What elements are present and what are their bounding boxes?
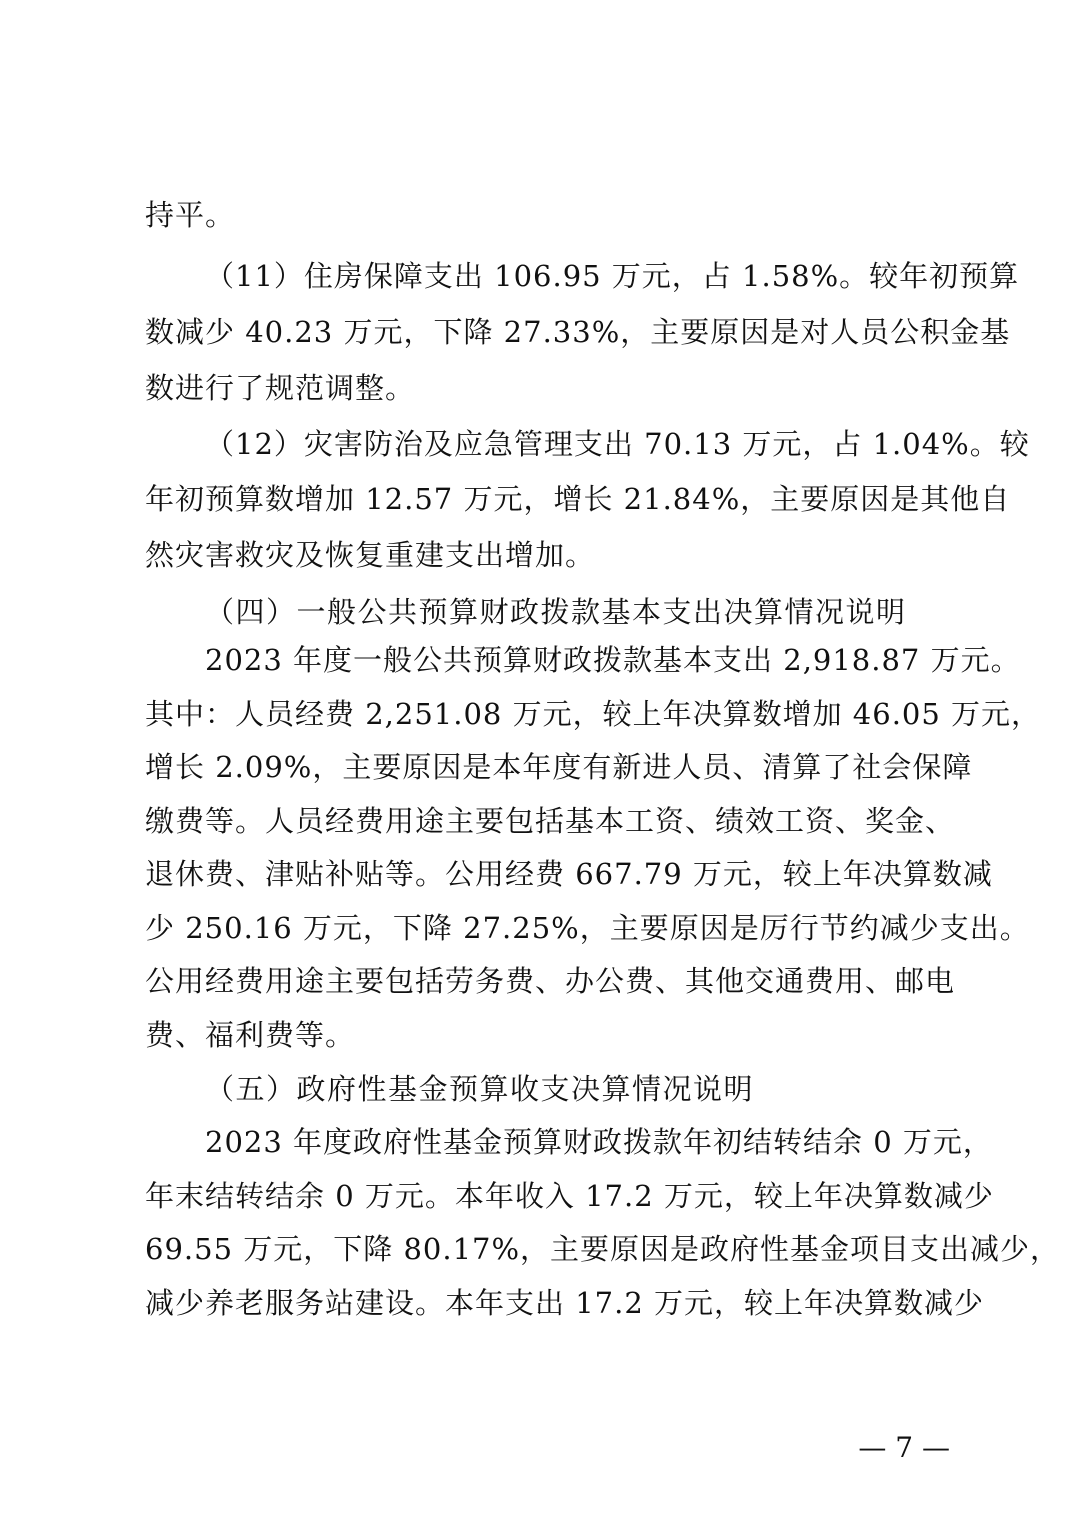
paragraph-line: 数进行了规范调整。	[145, 371, 416, 405]
paragraph-line: 费、福利费等。	[145, 1018, 356, 1052]
page-number: — 7 —	[858, 1431, 950, 1464]
paragraph-line: 增长 2.09%，主要原因是本年度有新进人员、清算了社会保障	[145, 750, 973, 784]
paragraph-line: 年末结转结余 0 万元。本年收入 17.2 万元，较上年决算数减少	[145, 1179, 994, 1213]
paragraph-line: 公用经费用途主要包括劳务费、办公费、其他交通费用、邮电	[145, 964, 956, 998]
paragraph-line: 退休费、津贴补贴等。公用经费 667.79 万元，较上年决算数减	[145, 857, 993, 891]
paragraph-line: 2023 年度政府性基金预算财政拨款年初结转结余 0 万元，	[205, 1125, 993, 1159]
paragraph-line: 缴费等。人员经费用途主要包括基本工资、绩效工资、奖金、	[145, 804, 956, 838]
paragraph-line: 年初预算数增加 12.57 万元，增长 21.84%，主要原因是其他自	[145, 482, 1011, 516]
paragraph-line: 持平。	[145, 198, 236, 232]
paragraph-line: （12）灾害防治及应急管理支出 70.13 万元，占 1.04%。较	[205, 427, 1030, 461]
paragraph-line: 少 250.16 万元，下降 27.25%，主要原因是厉行节约减少支出。	[145, 911, 1030, 945]
paragraph-line: 69.55 万元，下降 80.17%，主要原因是政府性基金项目支出减少，	[145, 1232, 1061, 1266]
section-heading: （五）政府性基金预算收支决算情况说明	[205, 1072, 755, 1106]
section-heading: （四）一般公共预算财政拨款基本支出决算情况说明	[205, 595, 907, 629]
paragraph-line: 减少养老服务站建设。本年支出 17.2 万元，较上年决算数减少	[145, 1286, 985, 1320]
paragraph-line: 其中：人员经费 2,251.08 万元，较上年决算数增加 46.05 万元，	[145, 697, 1042, 731]
paragraph-line: （11）住房保障支出 106.95 万元，占 1.58%。较年初预算	[205, 259, 1020, 293]
paragraph-line: 然灾害救灾及恢复重建支出增加。	[145, 538, 596, 572]
paragraph-line: 2023 年度一般公共预算财政拨款基本支出 2,918.87 万元。	[205, 643, 1021, 677]
paragraph-line: 数减少 40.23 万元，下降 27.33%，主要原因是对人员公积金基	[145, 315, 1011, 349]
